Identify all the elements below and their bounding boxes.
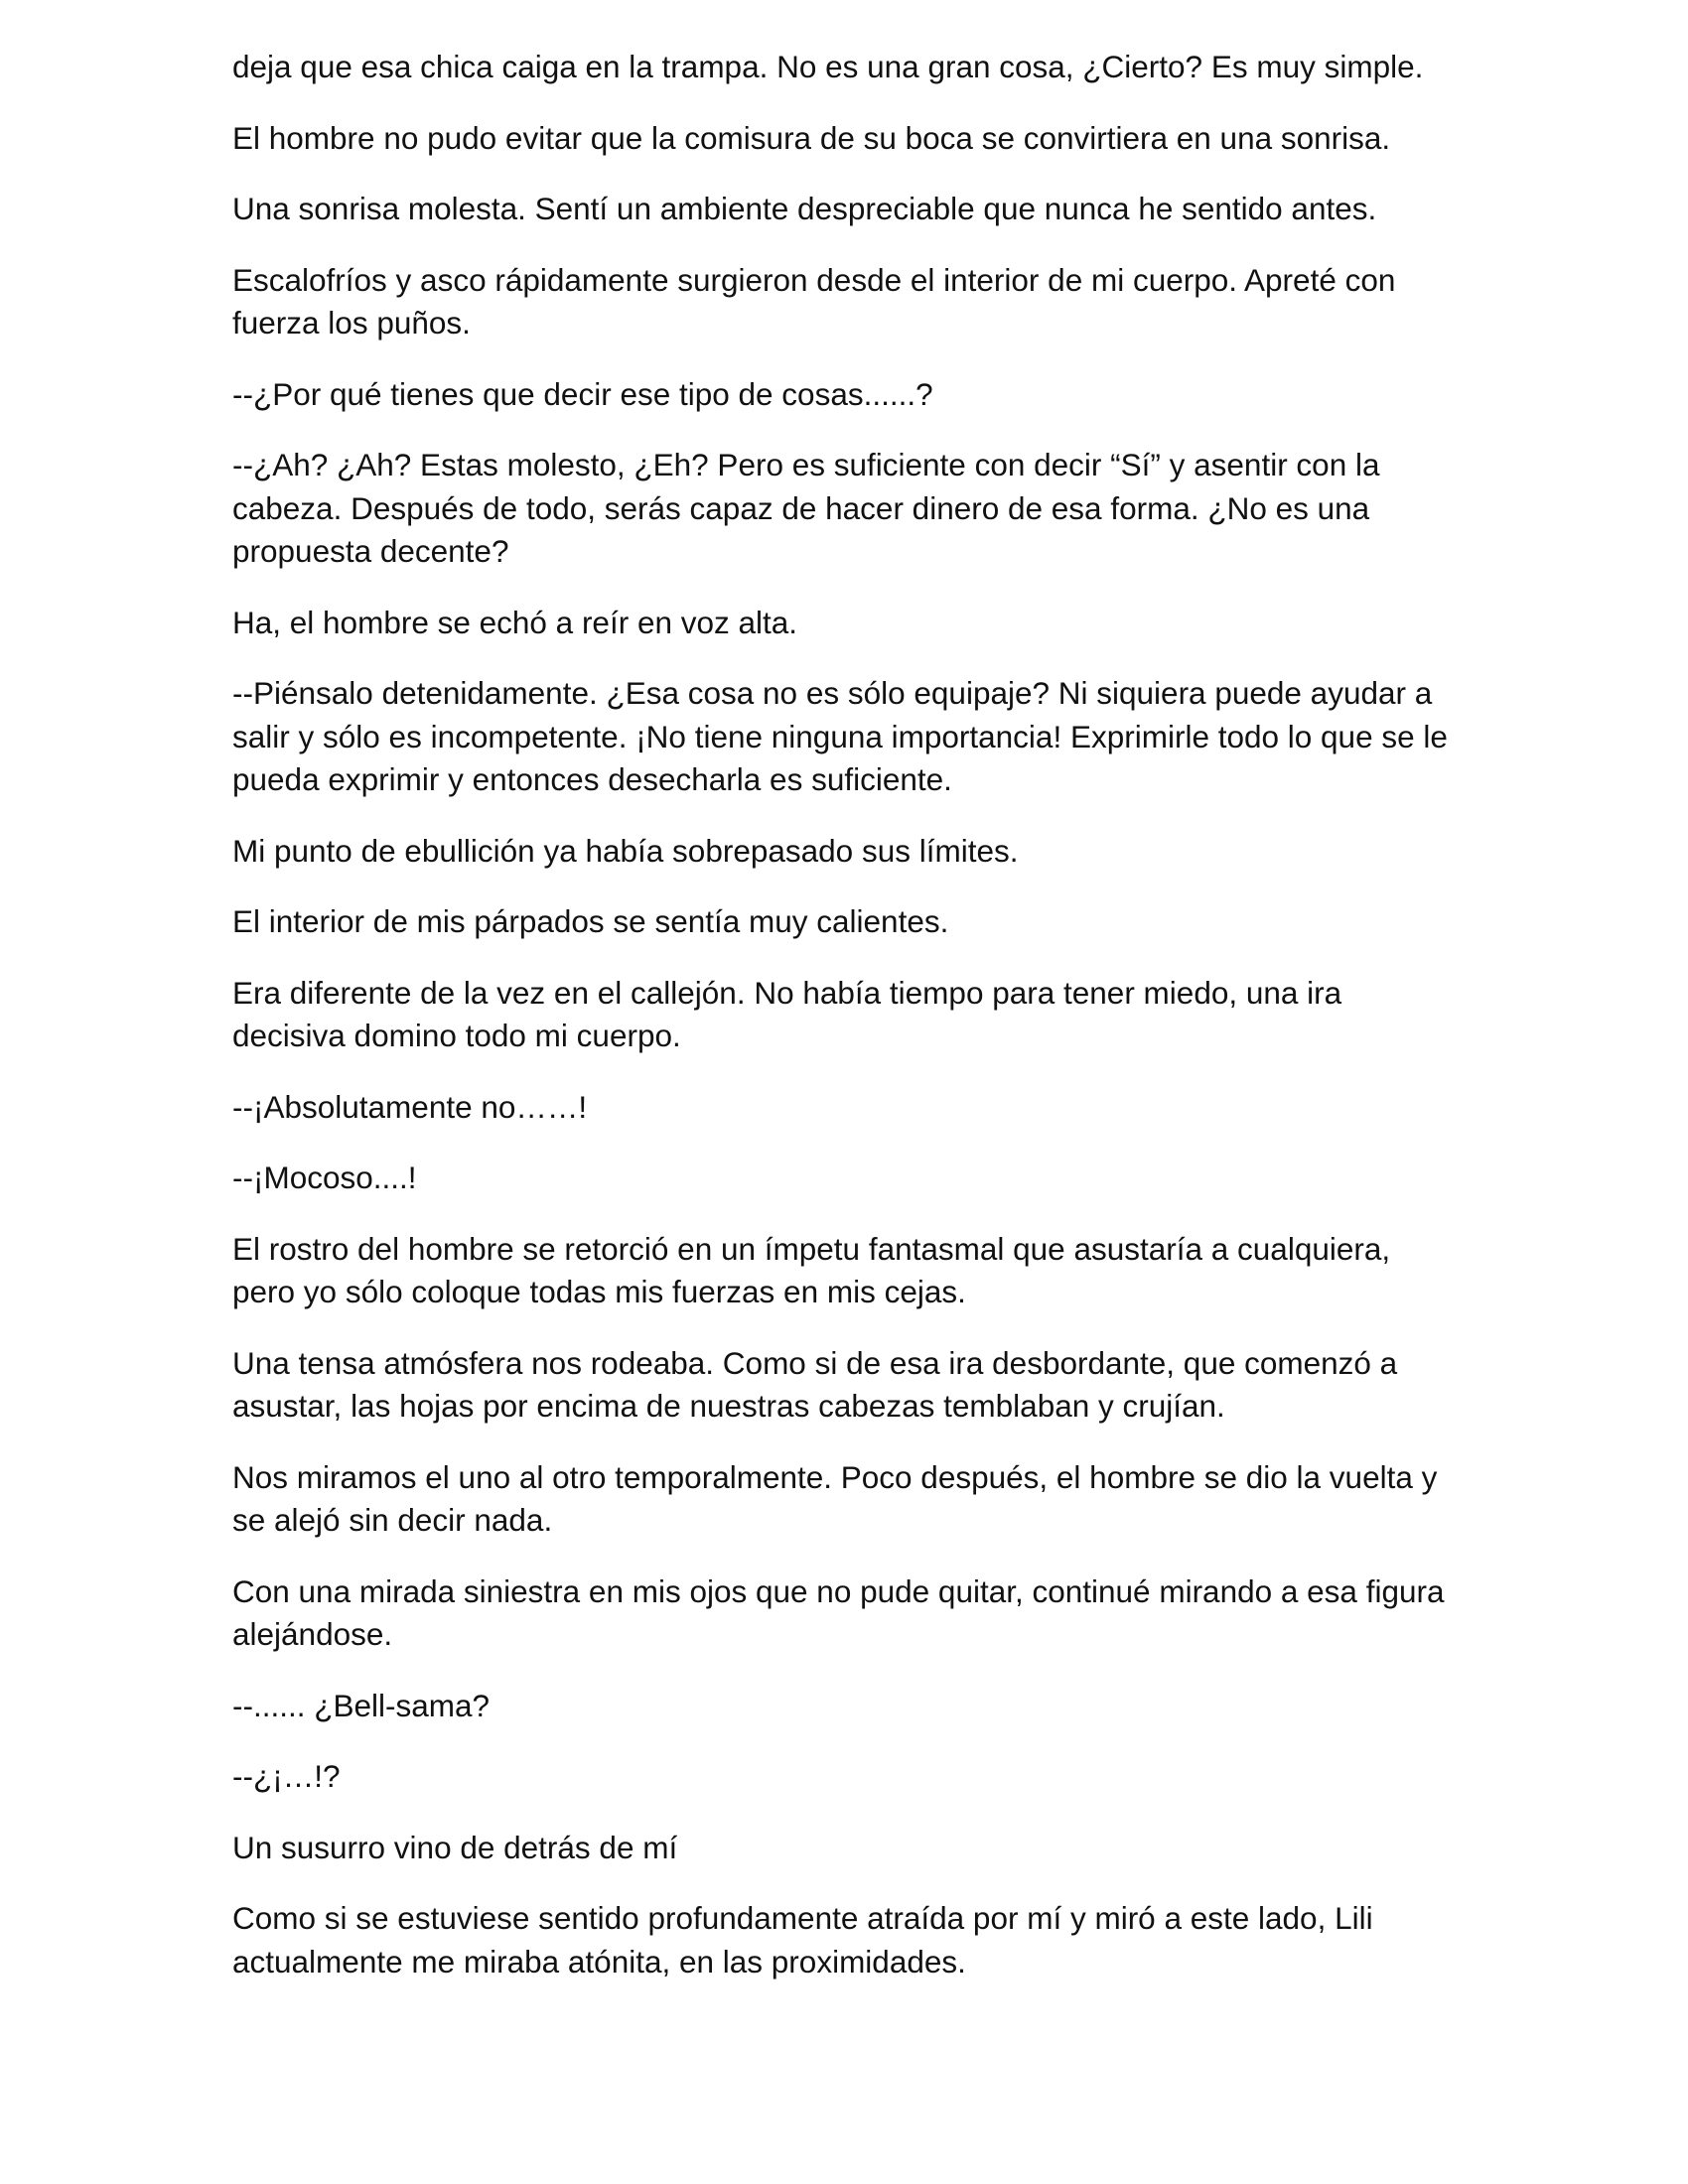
dialogue-line: --¡Absolutamente no……! [232,1088,588,1125]
dialogue-line: --¿¡…!? [232,1758,341,1794]
paragraph: Mi punto de ebullición ya había sobrepasado sus límites. [232,832,1019,869]
paragraph: El interior de mis párpados se sentía muy calientes. [232,903,949,939]
dialogue-line: --...... ¿Bell-sama? [232,1687,491,1723]
paragraph: Escalofríos y asco rápidamente surgieron desde el interior de mi cuerpo. Apreté con fuerza los puños. [232,261,1396,341]
paragraph: El rostro del hombre se retorció en un ímpetu fantasmal que asustaría a cualquiera, pero yo sólo coloque todas mis fuerzas en mis cejas. [232,1230,1391,1309]
paragraph: Un susurro vino de detrás de mí [232,1829,678,1865]
paragraph: El hombre no pudo evitar que la comisura de su boca se convirtiera en una sonrisa. [232,119,1391,156]
dialogue-line: --¿Por qué tienes que decir ese tipo de cosas......? [232,375,933,412]
paragraph: Nos miramos el uno al otro temporalmente. Poco después, el hombre se dio la vuelta y se alejó sin decir nada. [232,1458,1438,1538]
dialogue-line: --¡Mocoso....! [232,1160,417,1195]
paragraph: Era diferente de la vez en el callejón. No había tiempo para tener miedo, una ira decisiva domino todo mi cuerpo. [232,974,1342,1053]
document-body [232,46,1456,2011]
paragraph: Ha, el hombre se echó a reír en voz alta. [232,604,798,640]
paragraph: Una tensa atmósfera nos rodeaba. Como si de esa ira desbordante, que comenzó a asustar, las hojas por encima de nuestras cabezas temblaban y crujían. [232,1344,1398,1424]
paragraph: Con una mirada siniestra en mis ojos que no pude quitar, continué mirando a esa figura alejándose. [232,1572,1445,1652]
paragraph: Una sonrisa molesta. Sentí un ambiente despreciable que nunca he sentido antes. [232,191,1377,226]
paragraph: deja que esa chica caiga en la trampa. No es una gran cosa, ¿Cierto? Es muy simple. [232,49,1424,84]
paragraph: Como si se estuviese sentido profundamente atraída por mí y miró a este lado, Lili actualmente me miraba atónita, en las proximidades. [232,1900,1373,1979]
dialogue-line: --¿Ah? ¿Ah? Estas molesto, ¿Eh? Pero es suficiente con decir “Sí” y asentir con la cabeza. Después de todo, serás capaz de hacer dinero de esa forma. ¿No es una propuesta decente? [232,447,1380,569]
dialogue-line: --Piénsalo detenidamente. ¿Esa cosa no es sólo equipaje? Ni siquiera puede ayudar a salir y sólo es incompetente. ¡No tiene ninguna importancia! Exprimirle todo lo que se le pueda exprimir y entonces desecharla es suficiente. [232,675,1448,797]
